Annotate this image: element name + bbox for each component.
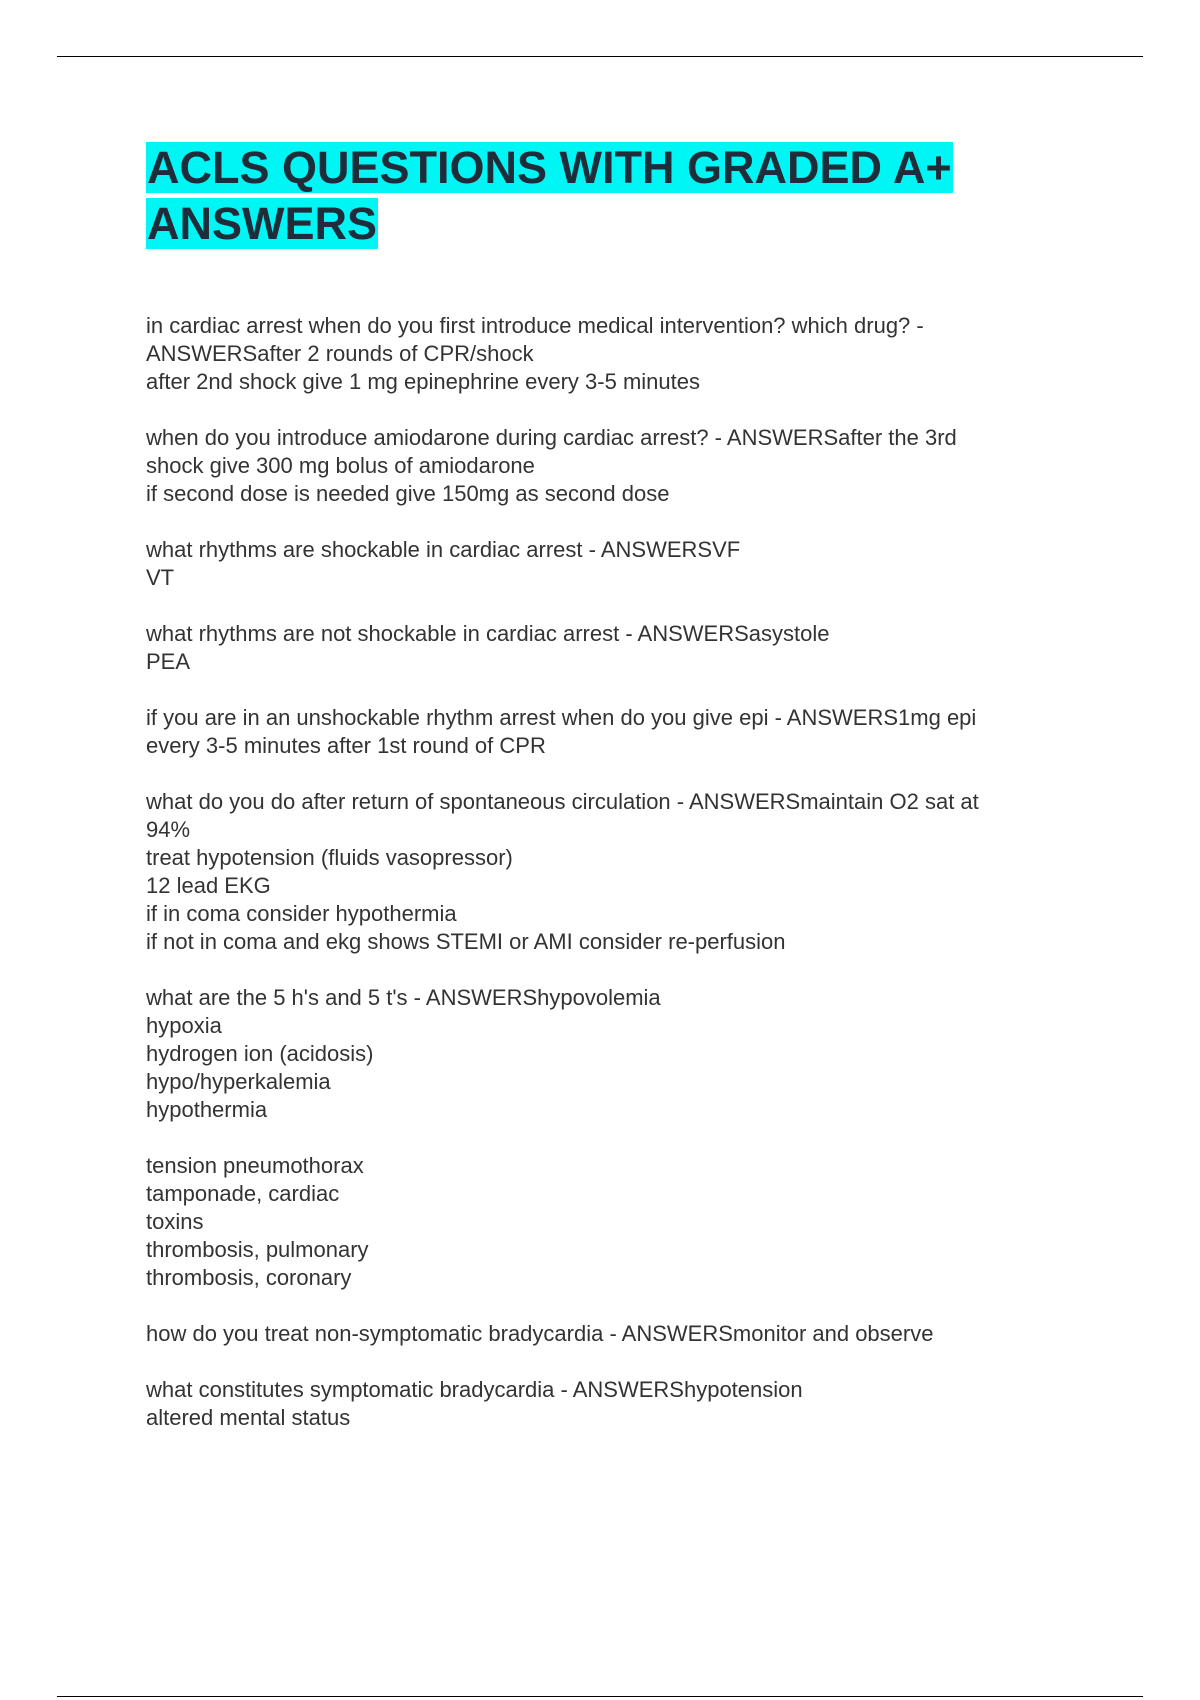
qa-block (146, 788, 1081, 956)
qa-line: tension pneumothorax (146, 1153, 364, 1178)
qa-line: how do you treat non-symptomatic bradycardia - ANSWERSmonitor and observe (146, 1321, 934, 1346)
qa-line: what do you do after return of spontaneous circulation - ANSWERSmaintain O2 sat at (146, 789, 979, 814)
qa-block (146, 984, 1081, 1124)
qa-line: toxins (146, 1209, 204, 1234)
qa-line: 12 lead EKG (146, 873, 271, 898)
qa-block (146, 312, 1081, 396)
qa-line: thrombosis, pulmonary (146, 1237, 369, 1262)
qa-line: hypoxia (146, 1013, 222, 1038)
qa-line: if you are in an unshockable rhythm arrest when do you give epi - ANSWERS1mg epi (146, 705, 977, 730)
qa-line: hypothermia (146, 1097, 268, 1122)
qa-line: PEA (146, 649, 191, 674)
qa-line: altered mental status (146, 1405, 351, 1430)
qa-line: VT (146, 565, 175, 590)
bottom-rule (57, 1696, 1143, 1697)
title-line-1: ACLS QUESTIONS WITH GRADED A+ (147, 142, 952, 193)
qa-line: hypo/hyperkalemia (146, 1069, 331, 1094)
qa-block (146, 1320, 1081, 1348)
qa-line: treat hypotension (fluids vasopressor) (146, 845, 513, 870)
qa-line: what rhythms are not shockable in cardiac arrest - ANSWERSasystole (146, 621, 830, 646)
document-title (146, 140, 1066, 252)
qa-block (146, 704, 1081, 760)
qa-line: 94% (146, 817, 191, 842)
qa-line: tamponade, cardiac (146, 1181, 340, 1206)
qa-line: when do you introduce amiodarone during cardiac arrest? - ANSWERSafter the 3rd (146, 425, 957, 450)
qa-content (146, 312, 1081, 1460)
qa-line: shock give 300 mg bolus of amiodarone (146, 453, 535, 478)
qa-line: hydrogen ion (acidosis) (146, 1041, 374, 1066)
qa-line: if in coma consider hypothermia (146, 901, 457, 926)
qa-line: what rhythms are shockable in cardiac arrest - ANSWERSVF (146, 537, 741, 562)
top-rule (57, 56, 1143, 57)
qa-line: in cardiac arrest when do you first introduce medical intervention? which drug? - (146, 313, 924, 338)
qa-line: what are the 5 h's and 5 t's - ANSWERShypovolemia (146, 985, 661, 1010)
qa-line: ANSWERSafter 2 rounds of CPR/shock (146, 341, 534, 366)
qa-line: every 3-5 minutes after 1st round of CPR (146, 733, 546, 758)
qa-line: if not in coma and ekg shows STEMI or AMI consider re-perfusion (146, 929, 786, 954)
qa-line: what constitutes symptomatic bradycardia - ANSWERShypotension (146, 1377, 803, 1402)
qa-block (146, 536, 1081, 592)
qa-block (146, 424, 1081, 508)
title-line-2: ANSWERS (147, 198, 378, 249)
qa-line: if second dose is needed give 150mg as second dose (146, 481, 670, 506)
qa-block (146, 1152, 1081, 1292)
qa-block (146, 620, 1081, 676)
qa-line: thrombosis, coronary (146, 1265, 352, 1290)
qa-line: after 2nd shock give 1 mg epinephrine every 3-5 minutes (146, 369, 700, 394)
qa-block (146, 1376, 1081, 1432)
